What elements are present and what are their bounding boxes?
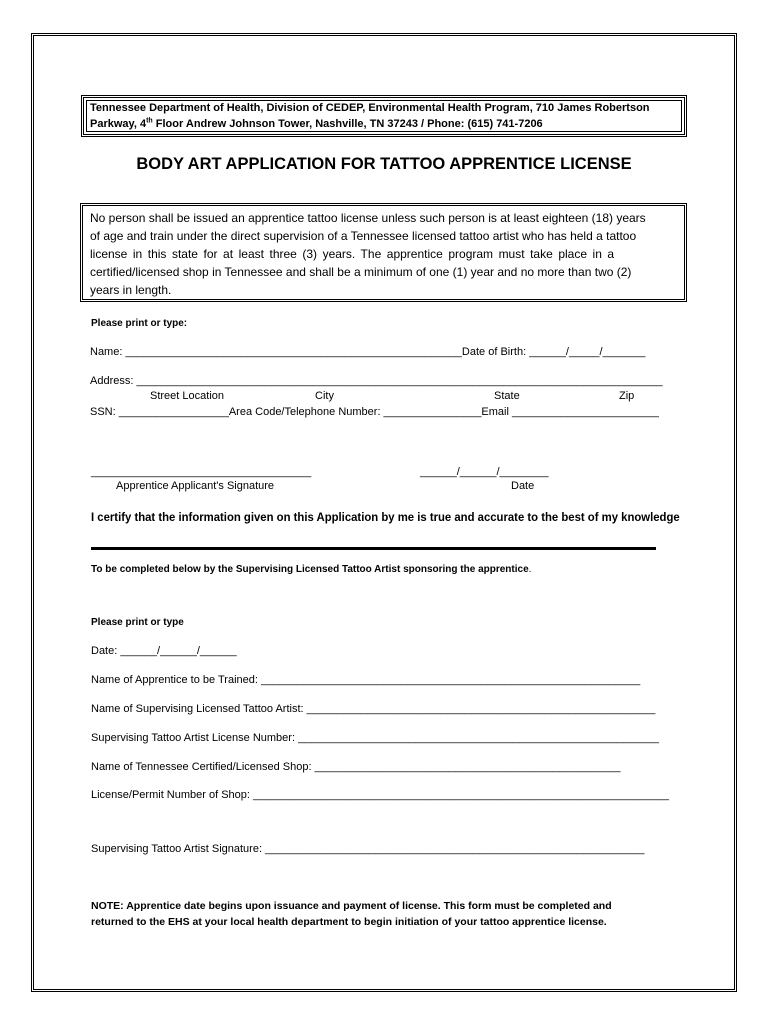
notice-line-4: certified/licensed shop in Tennessee and shall be a minimum of one (1) year and no more than two (2) [90, 265, 632, 279]
notice-text [90, 209, 646, 299]
licensed-shop-name-field[interactable]: Name of Tennessee Certified/Licensed Shop: __________________________________________________ [91, 761, 621, 773]
notice-line-5: years in length. [90, 283, 172, 297]
street-location-label: Street Location [150, 390, 224, 402]
header-superscript: th [146, 117, 153, 125]
supervisor-date-field[interactable]: Date: ______/______/______ [91, 645, 237, 657]
certification-statement: I certify that the information given on this Application by me is true and accurate to the best of my knowledge [91, 512, 680, 524]
applicant-signature-line[interactable]: ____________________________________ [91, 466, 312, 478]
supervising-artist-name-field[interactable]: Name of Supervising Licensed Tattoo Artist: _________________________________________________________ [91, 703, 656, 715]
city-label: City [315, 390, 334, 402]
header-line-2 [90, 116, 650, 132]
applicant-print-label: Please print or type: [91, 318, 188, 329]
notice-line-2: of age and train under the direct supervision of a Tennessee licensed tattoo artist who has held a tattoo [90, 229, 637, 243]
name-dob-field[interactable]: Name: _______________________________________________________Date of Birth: ______/_____/_______ [90, 346, 646, 358]
supervisor-intro [91, 564, 531, 575]
note-line-1: NOTE: Apprentice date begins upon issuance and payment of license. This form must be completed and [91, 900, 612, 912]
address-field[interactable]: Address: ______________________________________________________________________________________ [90, 375, 663, 387]
supervisor-intro-text: To be completed below by the Supervising Licensed Tattoo Artist sponsoring the apprentice [91, 564, 529, 575]
supervisor-intro-end: . [528, 564, 532, 575]
applicant-date-line[interactable]: ______/______/________ [420, 466, 549, 478]
supervisor-print-label: Please print or type [91, 617, 184, 628]
note-block [91, 898, 612, 930]
header-line-2-end: Floor Andrew Johnson Tower, Nashville, TN 37243 / Phone: (615) 741-7206 [152, 118, 543, 130]
ssn-phone-email-field[interactable]: SSN: __________________Area Code/Telephone Number: ________________Email ________________________ [90, 406, 659, 418]
notice-line-3: license in this state for at least three (3) years. The apprentice program must take place in a [90, 247, 615, 261]
shop-permit-number-field[interactable]: License/Permit Number of Shop: ____________________________________________________________________ [91, 789, 670, 801]
header-line-1: Tennessee Department of Health, Division of CEDEP, Environmental Health Program, 710 James Robertson [90, 102, 650, 114]
section-divider [91, 547, 656, 550]
zip-label: Zip [619, 390, 635, 402]
note-line-2: returned to the EHS at your local health department to begin initiation of your tattoo apprentice license. [91, 916, 607, 928]
department-header [90, 100, 650, 132]
notice-line-1: No person shall be issued an apprentice tattoo license unless such person is at least eighteen (18) years [90, 211, 646, 225]
applicant-signature-label: Apprentice Applicant's Signature [116, 480, 275, 492]
apprentice-name-field[interactable]: Name of Apprentice to be Trained: ______________________________________________________________ [91, 674, 641, 686]
applicant-date-label: Date [511, 480, 535, 492]
supervisor-signature-field[interactable]: Supervising Tattoo Artist Signature: ______________________________________________________________ [91, 843, 645, 855]
form-title: BODY ART APPLICATION FOR TATTOO APPRENTICE LICENSE [136, 155, 632, 173]
artist-license-number-field[interactable]: Supervising Tattoo Artist License Number: ___________________________________________________________ [91, 732, 660, 744]
state-label: State [494, 390, 520, 402]
header-line-2-start: Parkway, 4 [90, 118, 147, 130]
